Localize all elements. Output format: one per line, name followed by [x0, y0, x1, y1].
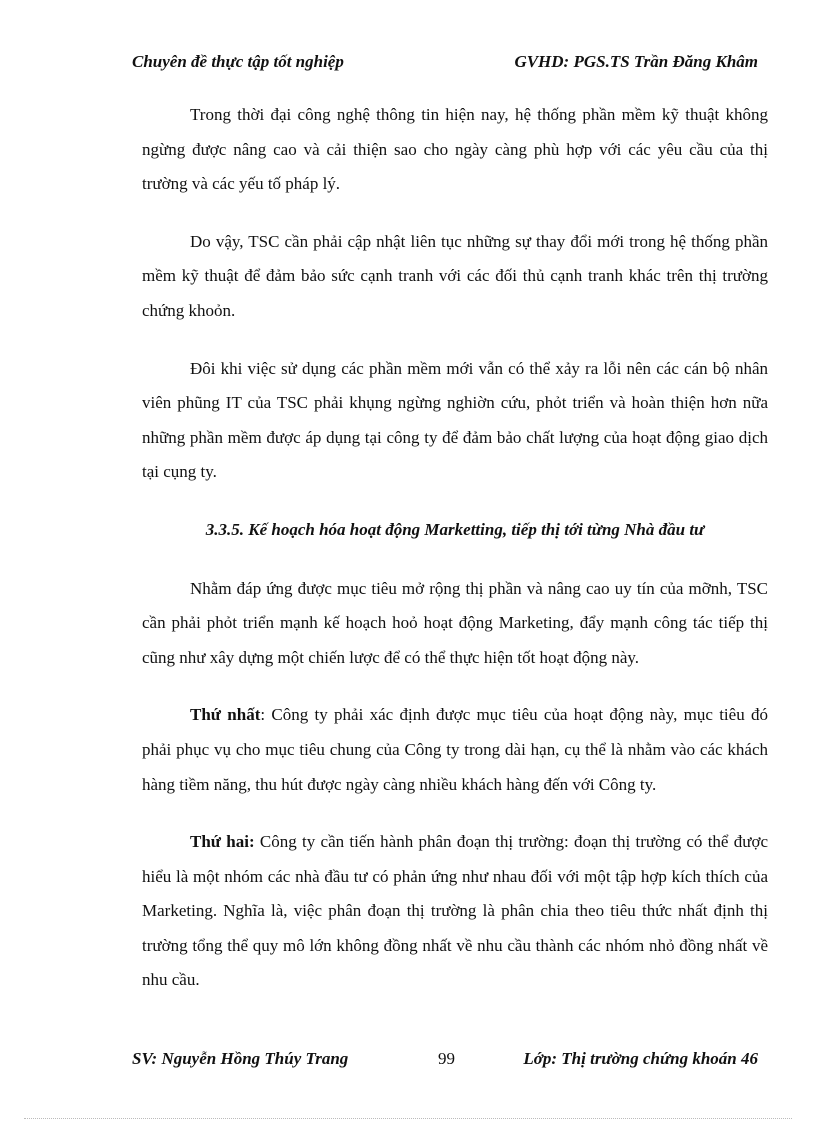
second-point-lead: Thứ hai: [190, 832, 255, 852]
first-point-lead: Thứ nhất [190, 705, 261, 725]
header-advisor: GVHD: PGS.TS Trần Đăng Khâm [514, 52, 758, 71]
footer-student: SV: Nguyễn Hồng Thúy Trang [132, 1049, 349, 1068]
page-body [142, 98, 768, 998]
paragraph-it-research: Đôi khi việc sử dụng các phần mềm mới vẫn có thể xảy ra lỗi nên các cán bộ nhân viên phũng IT của TSC phải khụng ngừng nghiờn cứu, phỏt triển và hoàn thiện hơn nữa những phần mềm được áp dụng tại công ty để đảm bảo chất lượng của hoạt động giao dịch tại cụng ty. [142, 358, 768, 482]
first-point-text: : Công ty phải xác định được mục tiêu của hoạt động này, mục tiêu đó phải phục vụ cho mục tiêu chung của Công ty trong dài hạn, cụ thể là nhằm vào các khách hàng tiềm năng, thu hút được ngày càng nhiều khách hàng đến với Công ty. [142, 705, 768, 794]
paragraph-marketing-plan: Nhằm đáp ứng được mục tiêu mở rộng thị phần và nâng cao uy tín của mỡnh, TSC cần phải phỏt triển mạnh kế hoạch hoỏ hoạt động Marketing, đẩy mạnh công tác tiếp thị cũng như xây dựng một chiến lược để có thể thực hiện tốt hoạt động này. [142, 578, 768, 667]
section-heading: 3.3.5. Kế hoạch hóa hoạt động Marketting, tiếp thị tới từng Nhà đầu tư [205, 519, 705, 539]
second-point-text: Công ty cần tiến hành phân đoạn thị trường: đoạn thị trường có thể được hiểu là một nhóm các nhà đầu tư có phản ứng như nhau đối với một tập hợp kích thích của Marketing. Nghĩa là, việc phân đoạn thị trường là phân chia theo tiêu thức nhất định thị trường tổng thể quy mô lớn không đồng nhất về nhu cầu thành các nhóm nhỏ đồng nhất về nhu cầu. [142, 832, 768, 990]
page-footer [132, 1049, 758, 1073]
paragraph-first-point [142, 698, 768, 802]
page-bottom-divider [24, 1118, 792, 1119]
page-number: 99 [438, 1049, 455, 1068]
header-document-type: Chuyên đề thực tập tốt nghiệp [132, 52, 344, 71]
page-header [132, 52, 758, 76]
paragraph-tsc-update: Do vậy, TSC cần phải cập nhật liên tục những sự thay đổi mới trong hệ thống phần mềm kỹ thuật để đảm bảo sức cạnh tranh với các đối thủ cạnh tranh khác trên thị trường chứng khoỏn. [142, 231, 768, 320]
paragraph-second-point [142, 825, 768, 998]
footer-class: Lớp: Thị trường chứng khoán 46 [523, 1049, 758, 1068]
paragraph-software-systems: Trong thời đại công nghệ thông tin hiện nay, hệ thống phần mềm kỹ thuật không ngừng được nâng cao và cải thiện sao cho ngày càng phù hợp với các yêu cầu của thị trường và các yếu tố pháp lý. [142, 105, 768, 194]
